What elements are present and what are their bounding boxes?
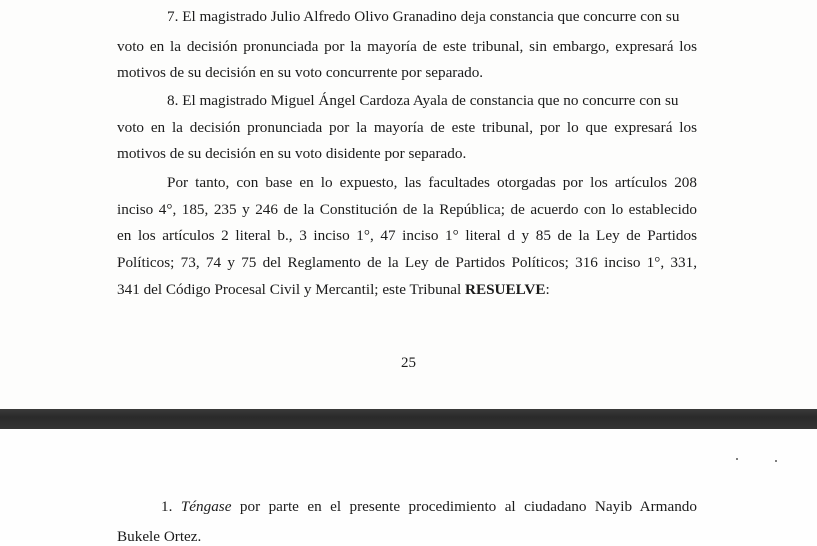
document-page-26 (0, 429, 817, 545)
por-tanto-line-2: inciso 4°, 185, 235 y 246 de la Constitución de la República; de acuerdo con lo establecido (117, 201, 697, 218)
scan-speck (775, 460, 777, 462)
item-line-1-rest: por parte en el presente procedimiento al ciudadano Nayib Armando (239, 498, 697, 515)
paragraph-7-line-3: motivos de su decisión en su voto concurrente por separado. (117, 64, 484, 81)
paragraph-7-line-2: voto en la decisión pronunciada por la mayoría de este tribunal, sin embargo, expresará los (117, 38, 697, 55)
page-separator (0, 409, 817, 429)
resolution-item-1-line-2: Bukele Ortez. (117, 528, 202, 545)
resolution-item-1-line-1 (161, 498, 697, 516)
page-number: 25 (401, 355, 416, 371)
scan-speck (736, 458, 738, 460)
item-italic-word: Téngase (180, 498, 232, 515)
paragraph-8-line-1: 8. El magistrado Miguel Ángel Cardoza Ayala de constancia que no concurre con su (167, 92, 679, 109)
por-tanto-line-1: Por tanto, con base en lo expuesto, las facultades otorgadas por los artículos 208 (167, 174, 697, 191)
paragraph-7-line-1: 7. El magistrado Julio Alfredo Olivo Granadino deja constancia que concurre con su (167, 8, 680, 25)
resuelve-heading: RESUELVE (465, 281, 546, 298)
por-tanto-line-4: Políticos; 73, 74 y 75 del Reglamento de la Ley de Partidos Políticos; 316 inciso 1°, 331, (117, 254, 697, 271)
por-tanto-line-5 (117, 281, 697, 299)
por-tanto-line-5-text: 341 del Código Procesal Civil y Mercantil; este Tribunal (117, 281, 462, 298)
por-tanto-line-3: en los artículos 2 literal b., 3 inciso 1°, 47 inciso 1° literal d y 85 de la Ley de Partidos (117, 227, 697, 244)
resuelve-colon: : (545, 281, 550, 298)
paragraph-8-line-3: motivos de su decisión en su voto disidente por separado. (117, 145, 467, 162)
paragraph-8-line-2: voto en la decisión pronunciada por la mayoría de este tribunal, por lo que expresará los (117, 119, 697, 136)
item-number: 1. (161, 498, 173, 515)
